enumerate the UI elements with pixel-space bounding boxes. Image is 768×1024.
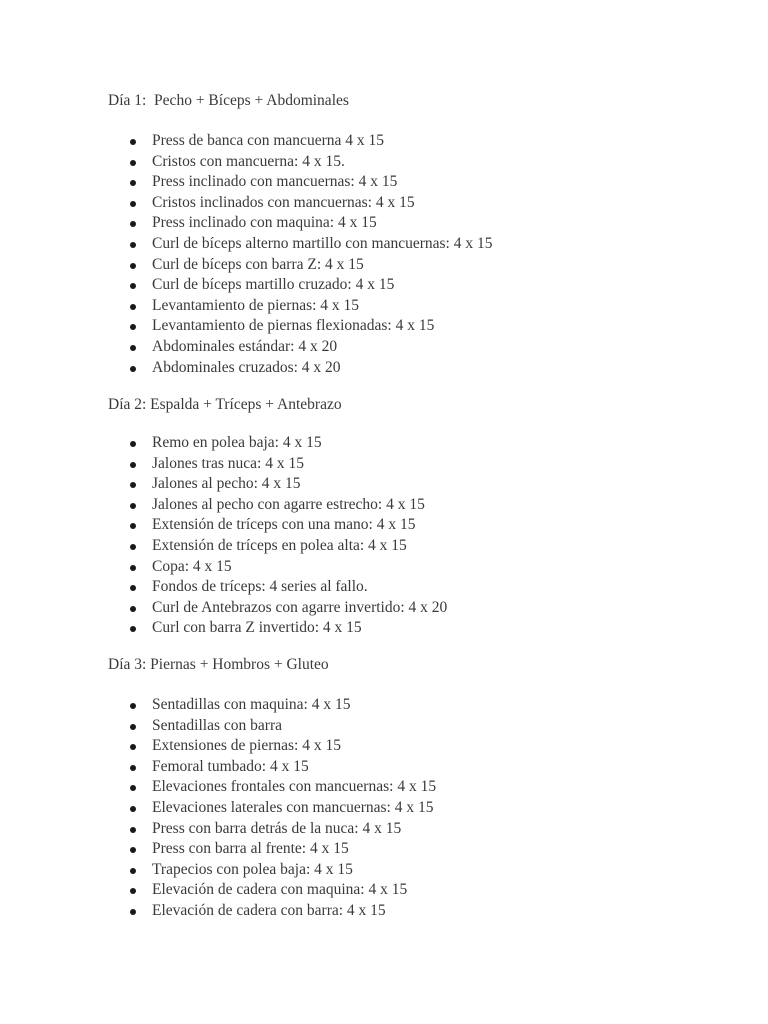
- day-3-exercise-item: [108, 901, 436, 922]
- day-1-exercise-text: Levantamiento de piernas flexionadas: 4 x 15: [152, 317, 435, 335]
- day-2-exercise-text: Copa: 4 x 15: [152, 557, 232, 575]
- day-3-exercise-list: [108, 695, 436, 922]
- day-3-exercise-text: Elevación de cadera con maquina: 4 x 15: [152, 881, 408, 899]
- day-3-exercise-item: [108, 798, 436, 819]
- day-3-section: [108, 655, 728, 919]
- day-3-title: Día 3: Piernas + Hombros + Gluteo: [108, 656, 329, 673]
- day-1-exercise-list: [108, 131, 492, 378]
- day-3-exercise-item: [108, 860, 436, 881]
- bullet-icon: [130, 345, 136, 351]
- day-3-exercise-text: Femoral tumbado: 4 x 15: [152, 757, 309, 775]
- day-3-exercise-item: [108, 736, 436, 757]
- day-2-title: Día 2: Espalda + Tríceps + Antebrazo: [108, 396, 342, 413]
- day-1-exercise-text: Cristos con mancuerna: 4 x 15.: [152, 152, 345, 170]
- day-2-exercise-item: [108, 495, 447, 516]
- day-3-exercise-item: [108, 880, 436, 901]
- day-3-exercise-item: [108, 819, 436, 840]
- day-1-section: [108, 91, 728, 376]
- day-1-exercise-item: [108, 193, 492, 214]
- day-2-exercise-item: [108, 598, 447, 619]
- day-1-exercise-item: [108, 358, 492, 379]
- bullet-icon: [130, 366, 136, 372]
- day-1-exercise-item: [108, 275, 492, 296]
- bullet-icon: [130, 283, 136, 289]
- day-2-exercise-item: [108, 474, 447, 495]
- day-2-exercise-text: Curl con barra Z invertido: 4 x 15: [152, 619, 362, 637]
- day-2-exercise-text: Extensión de tríceps con una mano: 4 x 15: [152, 516, 416, 534]
- bullet-icon: [130, 626, 136, 632]
- day-1-exercise-item: [108, 337, 492, 358]
- bullet-icon: [130, 724, 136, 730]
- day-2-exercise-item: [108, 536, 447, 557]
- day-1-title: Día 1: Pecho + Bíceps + Abdominales: [108, 92, 349, 109]
- bullet-icon: [130, 462, 136, 468]
- bullet-icon: [130, 606, 136, 612]
- day-1-exercise-text: Curl de bíceps martillo cruzado: 4 x 15: [152, 276, 395, 294]
- bullet-icon: [130, 868, 136, 874]
- bullet-icon: [130, 888, 136, 894]
- bullet-icon: [130, 765, 136, 771]
- day-2-exercise-item: [108, 515, 447, 536]
- day-3-exercise-item: [108, 777, 436, 798]
- bullet-icon: [130, 565, 136, 571]
- day-3-exercise-text: Press con barra detrás de la nuca: 4 x 15: [152, 819, 402, 837]
- day-1-exercise-text: Cristos inclinados con mancuernas: 4 x 15: [152, 193, 415, 211]
- bullet-icon: [130, 503, 136, 509]
- day-1-exercise-text: Curl de bíceps alterno martillo con mancuernas: 4 x 15: [152, 234, 493, 252]
- day-1-exercise-text: Curl de bíceps con barra Z: 4 x 15: [152, 255, 364, 273]
- day-2-exercise-item: [108, 433, 447, 454]
- day-2-exercise-item: [108, 577, 447, 598]
- day-3-exercise-item: [108, 716, 436, 737]
- bullet-icon: [130, 744, 136, 750]
- bullet-icon: [130, 324, 136, 330]
- day-1-exercise-text: Press inclinado con maquina: 4 x 15: [152, 214, 377, 232]
- bullet-icon: [130, 263, 136, 269]
- day-2-exercise-text: Jalones tras nuca: 4 x 15: [152, 454, 304, 472]
- day-2-exercise-item: [108, 557, 447, 578]
- day-1-exercise-item: [108, 234, 492, 255]
- day-1-exercise-text: Press inclinado con mancuernas: 4 x 15: [152, 173, 398, 191]
- day-2-exercise-text: Remo en polea baja: 4 x 15: [152, 434, 322, 451]
- bullet-icon: [130, 523, 136, 529]
- day-1-exercise-item: [108, 316, 492, 337]
- bullet-icon: [130, 785, 136, 791]
- day-1-exercise-item: [108, 296, 492, 317]
- day-2-exercise-text: Jalones al pecho con agarre estrecho: 4 x 15: [152, 495, 425, 513]
- day-2-exercise-text: Curl de Antebrazos con agarre invertido: 4 x 20: [152, 598, 448, 616]
- day-1-exercise-item: [108, 213, 492, 234]
- day-3-exercise-text: Trapecios con polea baja: 4 x 15: [152, 860, 353, 878]
- bullet-icon: [130, 703, 136, 709]
- day-2-exercise-list: [108, 433, 447, 639]
- bullet-icon: [130, 201, 136, 207]
- bullet-icon: [130, 180, 136, 186]
- bullet-icon: [130, 847, 136, 853]
- day-3-exercise-item: [108, 695, 436, 716]
- day-1-exercise-text: Abdominales cruzados: 4 x 20: [152, 358, 341, 376]
- day-1-exercise-item: [108, 172, 492, 193]
- bullet-icon: [130, 806, 136, 812]
- day-3-exercise-text: Sentadillas con barra: [152, 716, 282, 734]
- day-3-exercise-text: Elevaciones laterales con mancuernas: 4 x 15: [152, 798, 434, 816]
- bullet-icon: [130, 221, 136, 227]
- bullet-icon: [130, 139, 136, 145]
- day-1-exercise-item: [108, 255, 492, 276]
- bullet-icon: [130, 827, 136, 833]
- day-1-exercise-text: Abdominales estándar: 4 x 20: [152, 337, 338, 355]
- day-3-exercise-text: Elevaciones frontales con mancuernas: 4 x 15: [152, 778, 437, 796]
- day-2-exercise-text: Jalones al pecho: 4 x 15: [152, 475, 301, 493]
- bullet-icon: [130, 441, 136, 447]
- day-2-exercise-text: Fondos de tríceps: 4 series al fallo.: [152, 578, 368, 596]
- bullet-icon: [130, 242, 136, 248]
- day-3-exercise-item: [108, 839, 436, 860]
- day-2-exercise-item: [108, 618, 447, 639]
- bullet-icon: [130, 304, 136, 310]
- day-1-exercise-item: [108, 131, 492, 152]
- day-1-exercise-item: [108, 152, 492, 173]
- day-2-exercise-item: [108, 454, 447, 475]
- day-3-exercise-text: Press con barra al frente: 4 x 15: [152, 840, 349, 858]
- day-3-exercise-text: Extensiones de piernas: 4 x 15: [152, 737, 341, 755]
- day-3-exercise-text: Sentadillas con maquina: 4 x 15: [152, 696, 351, 713]
- day-1-exercise-text: Levantamiento de piernas: 4 x 15: [152, 296, 360, 314]
- day-2-section: [108, 395, 728, 637]
- bullet-icon: [130, 585, 136, 591]
- day-1-exercise-text: Press de banca con mancuerna 4 x 15: [152, 132, 384, 149]
- day-3-exercise-item: [108, 757, 436, 778]
- day-3-exercise-text: Elevación de cadera con barra: 4 x 15: [152, 901, 386, 919]
- bullet-icon: [130, 482, 136, 488]
- bullet-icon: [130, 909, 136, 915]
- bullet-icon: [130, 160, 136, 166]
- bullet-icon: [130, 544, 136, 550]
- day-2-exercise-text: Extensión de tríceps en polea alta: 4 x 15: [152, 536, 407, 554]
